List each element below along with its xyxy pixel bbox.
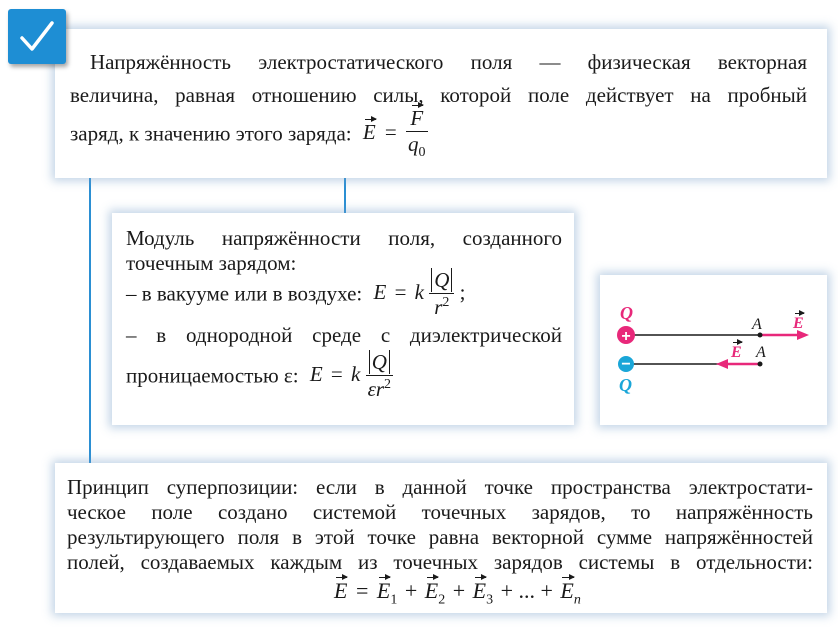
superposition-formula <box>334 580 581 607</box>
definition-formula <box>362 106 428 161</box>
semicolon: ; <box>459 279 466 304</box>
symbol-r: r <box>434 295 443 319</box>
subscript-2: 2 <box>438 592 446 608</box>
vector-e3: E <box>472 578 487 603</box>
point-a1-dot <box>758 333 763 338</box>
vector-e1: E <box>376 578 391 603</box>
charge-q: q <box>408 132 419 156</box>
connector-line-middle <box>344 178 346 213</box>
vector-e-label: E <box>731 344 742 361</box>
fraction-q-over-r2 <box>429 270 454 318</box>
abs-q: Q <box>369 350 390 374</box>
equals-sign: = <box>394 279 407 304</box>
positive-sign: + <box>621 328 631 345</box>
plus-sign: + <box>452 578 466 603</box>
negative-sign: − <box>621 356 631 373</box>
ellipsis: + ... + <box>500 578 553 603</box>
subscript-1: 1 <box>390 592 398 608</box>
vector-e-label: E <box>793 315 804 332</box>
exponent-2: 2 <box>442 295 450 310</box>
symbol-k: k <box>351 361 361 386</box>
checkmark-icon <box>8 9 66 64</box>
positive-charge-label: Q <box>620 303 633 323</box>
vector-e: E <box>334 578 348 603</box>
fraction-q-over-er2 <box>366 352 393 400</box>
vector-e: E <box>362 119 376 144</box>
definition-line-3 <box>70 108 428 160</box>
superposition-line-3: результирующего поля в этой точке равна векторной сумме напряжённостей <box>67 525 813 549</box>
subscript-n: n <box>573 592 581 608</box>
point-charge-title-1: Модуль напряжённости поля, созданного <box>126 226 562 250</box>
negative-arrow-head <box>716 359 728 369</box>
vacuum-line <box>126 270 466 318</box>
point-a2-label: A <box>756 344 766 361</box>
fraction-f-over-q <box>406 108 428 160</box>
field-diagram <box>600 275 827 425</box>
exponent-2: 2 <box>384 377 392 392</box>
negative-charge-label: Q <box>619 375 632 395</box>
medium-text: проницаемостью ε: <box>126 363 299 388</box>
point-charge-title-2: точечным зарядом: <box>126 251 297 275</box>
subscript-3: 3 <box>486 592 494 608</box>
vector-en: E <box>560 578 574 603</box>
vacuum-formula <box>373 268 466 319</box>
field-vector-label-2 <box>731 345 742 361</box>
vector-e2: E <box>424 578 439 603</box>
field-vector-label-1 <box>793 316 804 332</box>
symbol-k: k <box>414 279 424 304</box>
definition-line-1: Напряжённость электростатического поля — физическая векторная <box>90 50 807 74</box>
symbol-e: E <box>309 361 323 386</box>
symbol-epsilon-r: εr <box>367 377 385 401</box>
superposition-line-1: Принцип суперпозиции: если в данной точке пространства электростати- <box>67 475 813 499</box>
vector-f: F <box>410 106 424 130</box>
subscript-zero: 0 <box>418 145 426 161</box>
medium-line-2 <box>126 352 393 400</box>
medium-line-1: – в однородной среде с диэлектрической <box>126 323 562 347</box>
symbol-e: E <box>373 279 387 304</box>
equals-sign: = <box>384 119 397 144</box>
point-a1-label: A <box>752 316 762 333</box>
superposition-line-2: ческое поле создано системой точечных зарядов, то напряжённость <box>67 500 813 524</box>
superposition-line-4: полей, создаваемых каждым из точечных зарядов системы в отдельности: <box>67 550 813 574</box>
definition-line-2: величина, равная отношению силы, которой поле действует на пробный <box>70 83 807 107</box>
abs-q: Q <box>431 268 452 292</box>
checkmark-badge <box>8 9 66 64</box>
connector-line-left <box>89 178 91 463</box>
plus-sign: + <box>404 578 418 603</box>
definition-text-3: заряд, к значению этого заряда: <box>70 121 352 146</box>
point-a2-dot <box>758 362 763 367</box>
equals-sign: = <box>355 578 369 603</box>
vacuum-text: – в вакууме или в воздухе: <box>126 281 363 306</box>
equals-sign: = <box>330 361 343 386</box>
